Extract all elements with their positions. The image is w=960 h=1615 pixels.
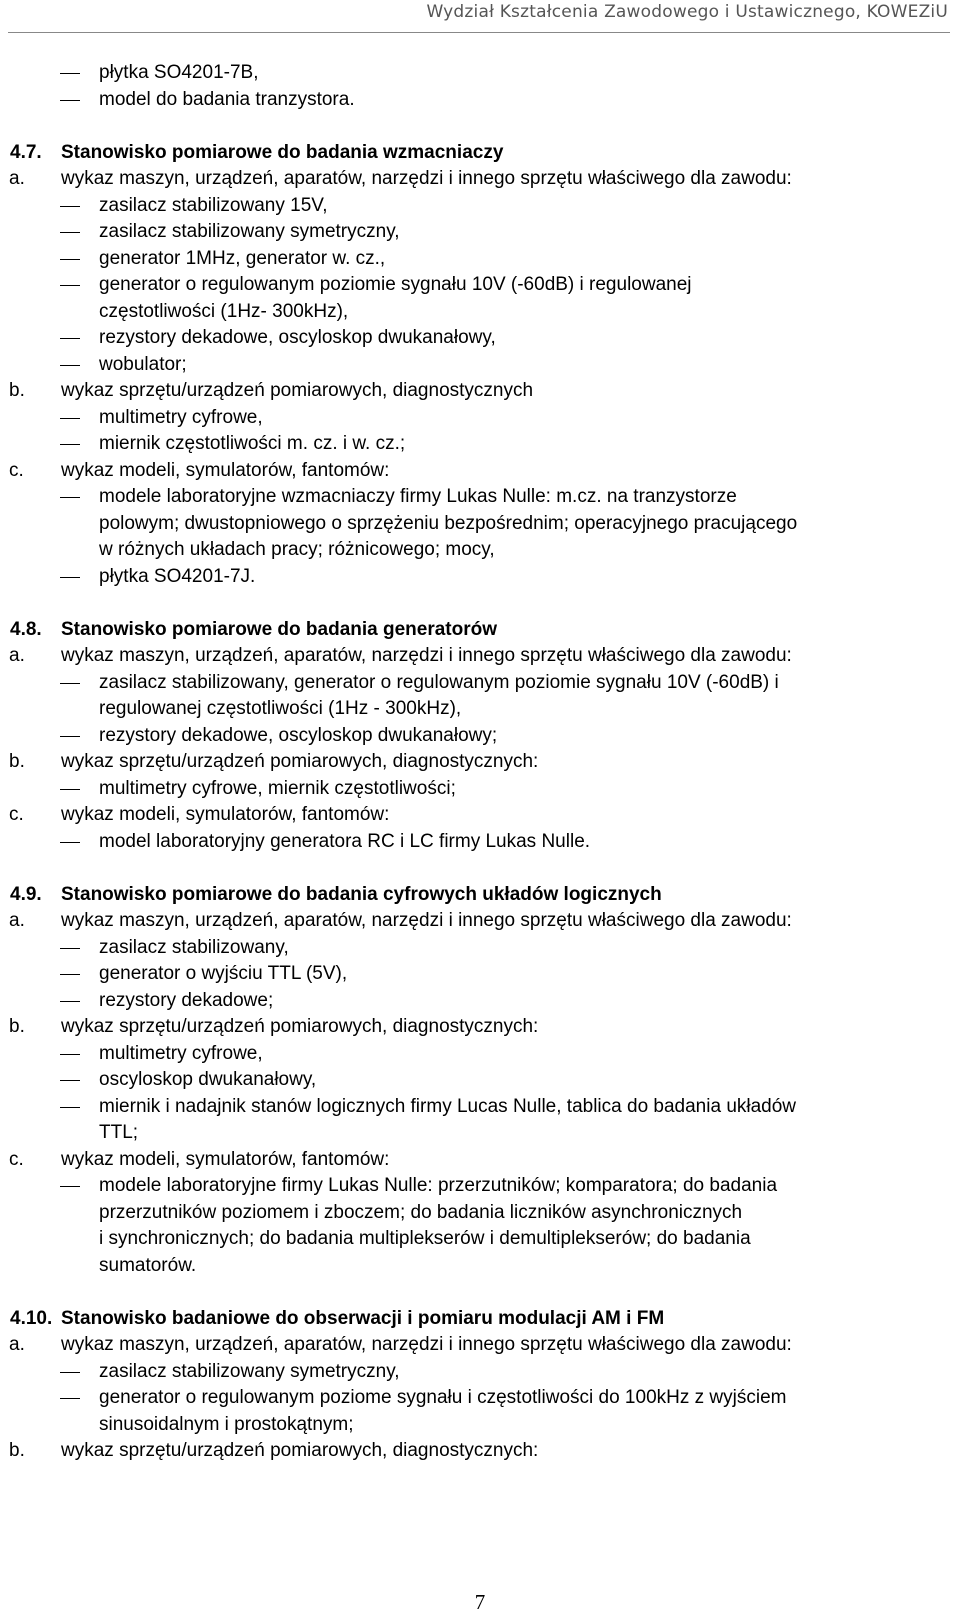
list-item-line <box>0 1067 960 1094</box>
group-letter: b. <box>9 751 25 772</box>
list-item-line <box>0 1173 960 1200</box>
group-letter: b. <box>9 1016 25 1037</box>
list-item-text: multimetry cyfrowe, <box>99 406 263 428</box>
dash-bullet-icon <box>60 736 80 737</box>
list-item-line <box>0 1226 960 1253</box>
dash-bullet-icon <box>60 1080 80 1081</box>
list-item-text: regulowanej częstotliwości (1Hz - 300kHz), <box>99 698 462 719</box>
group-letter: c. <box>9 1148 24 1170</box>
list-item-text: częstotliwości (1Hz- 300kHz), <box>99 300 349 322</box>
list-item-text: rezystory dekadowe, oscyloskop dwukanałowy; <box>99 724 498 746</box>
group-label: wykaz sprzętu/urządzeń pomiarowych, diagnostycznych: <box>61 1440 539 1461</box>
list-item-text: płytka SO4201-7B, <box>99 62 259 83</box>
list-item-line <box>0 431 960 458</box>
list-item-line <box>0 1094 960 1121</box>
dash-bullet-icon <box>60 497 80 498</box>
dash-bullet-icon <box>60 232 80 233</box>
section-heading <box>0 617 960 644</box>
list-item-line <box>0 87 960 114</box>
dash-bullet-icon <box>60 1054 80 1055</box>
list-item-line <box>0 1200 960 1227</box>
list-item-text: płytka SO4201-7J. <box>99 565 256 587</box>
section-spacer <box>0 855 960 882</box>
dash-bullet-icon <box>60 974 80 975</box>
list-item-text: zasilacz stabilizowany, generator o regulowanym poziomie sygnału 10V (-60dB) i <box>99 671 779 693</box>
group-label: wykaz sprzętu/urządzeń pomiarowych, diagnostycznych <box>61 380 534 401</box>
list-item-text: TTL; <box>99 1122 139 1143</box>
list-item-text: zasilacz stabilizowany 15V, <box>99 194 328 216</box>
list-item-text: generator 1MHz, generator w. cz., <box>99 247 386 269</box>
dash-bullet-icon <box>60 1001 80 1002</box>
group-label-line <box>0 802 960 829</box>
list-item-line <box>0 511 960 538</box>
dash-bullet-icon <box>60 285 80 286</box>
list-item-text: generator o regulowanym poziome sygnału i częstotliwości do 100kHz z wyjściem <box>99 1387 787 1408</box>
section-number: 4.9. <box>10 883 42 905</box>
dash-bullet-icon <box>60 789 80 790</box>
list-item-text: modele laboratoryjne wzmacniaczy firmy Lukas Nulle: m.cz. na tranzystorze <box>99 486 737 507</box>
group-label-line <box>0 908 960 935</box>
section-title: Stanowisko pomiarowe do badania generatorów <box>61 618 498 640</box>
list-item-text: generator o regulowanym poziomie sygnału 10V (-60dB) i regulowanej <box>99 274 692 295</box>
list-item-line <box>0 988 960 1015</box>
list-item-line <box>0 352 960 379</box>
list-item-line <box>0 723 960 750</box>
dash-bullet-icon <box>60 418 80 419</box>
group-letter: a. <box>9 168 25 189</box>
group-label: wykaz sprzętu/urządzeń pomiarowych, diagnostycznych: <box>61 751 539 772</box>
list-item-text: miernik i nadajnik stanów logicznych firmy Lucas Nulle, tablica do badania układów <box>99 1095 797 1117</box>
list-item-text: zasilacz stabilizowany symetryczny, <box>99 221 400 242</box>
list-item-line <box>0 299 960 326</box>
list-item-line <box>0 1412 960 1439</box>
list-item-text: multimetry cyfrowe, miernik częstotliwości; <box>99 777 456 799</box>
page-number: 7 <box>474 1590 486 1614</box>
section-number: 4.7. <box>10 141 42 163</box>
group-letter: a. <box>9 1334 25 1355</box>
list-item-line <box>0 325 960 352</box>
dash-bullet-icon <box>60 365 80 366</box>
section-heading <box>0 882 960 909</box>
list-item-line <box>0 670 960 697</box>
list-item-text: rezystory dekadowe, oscyloskop dwukanałowy, <box>99 327 496 348</box>
list-item-text: rezystory dekadowe; <box>99 989 274 1011</box>
group-label-line <box>0 1332 960 1359</box>
list-item-text: miernik częstotliwości m. cz. i w. cz.; <box>99 433 406 454</box>
document-body <box>0 60 960 1465</box>
list-item-text: sumatorów. <box>99 1254 197 1276</box>
dash-bullet-icon <box>60 948 80 949</box>
group-label: wykaz maszyn, urządzeń, aparatów, narzędzi i innego sprzętu właściwego dla zawodu: <box>61 168 792 189</box>
dash-bullet-icon <box>60 259 80 260</box>
group-label-line <box>0 1438 960 1465</box>
section-heading <box>0 1306 960 1333</box>
section-heading <box>0 140 960 167</box>
list-item-text: i synchronicznych; do badania multiplekserów i demultiplekserów; do badania <box>99 1228 751 1249</box>
list-item-text: przerzutników poziomem i zboczem; do badania liczników asynchronicznych <box>99 1201 743 1223</box>
group-label-line <box>0 378 960 405</box>
dash-bullet-icon <box>60 444 80 445</box>
group-letter: b. <box>9 380 25 401</box>
header-rule <box>8 32 950 33</box>
group-letter: c. <box>9 804 24 825</box>
list-item-text: zasilacz stabilizowany, <box>99 936 289 958</box>
list-item-text: w różnych układach pracy; różnicowego; mocy, <box>99 539 495 560</box>
section-title: Stanowisko pomiarowe do badania wzmacniaczy <box>61 141 504 163</box>
group-label-line <box>0 643 960 670</box>
dash-bullet-icon <box>60 1398 80 1399</box>
list-item-line <box>0 60 960 87</box>
section-number: 4.10. <box>10 1307 53 1329</box>
list-item-text: model do badania tranzystora. <box>99 88 355 110</box>
group-label-line <box>0 166 960 193</box>
section-title: Stanowisko pomiarowe do badania cyfrowych układów logicznych <box>61 883 662 905</box>
list-item-line <box>0 935 960 962</box>
list-item-line <box>0 776 960 803</box>
list-item-line <box>0 1385 960 1412</box>
list-item-line <box>0 1120 960 1147</box>
group-label: wykaz maszyn, urządzeń, aparatów, narzędzi i innego sprzętu właściwego dla zawodu: <box>61 645 792 666</box>
dash-bullet-icon <box>60 1107 80 1108</box>
list-item-line <box>0 1041 960 1068</box>
list-item-text: model laboratoryjny generatora RC i LC firmy Lukas Nulle. <box>99 830 591 852</box>
list-item-text: oscyloskop dwukanałowy, <box>99 1069 317 1090</box>
section-title: Stanowisko badaniowe do obserwacji i pomiaru modulacji AM i FM <box>61 1307 665 1329</box>
dash-bullet-icon <box>60 206 80 207</box>
section-spacer <box>0 1279 960 1306</box>
group-letter: a. <box>9 645 25 666</box>
list-item-text: multimetry cyfrowe, <box>99 1042 263 1064</box>
list-item-text: zasilacz stabilizowany symetryczny, <box>99 1360 400 1382</box>
dash-bullet-icon <box>60 1372 80 1373</box>
group-letter: b. <box>9 1440 25 1461</box>
group-letter: a. <box>9 910 25 931</box>
group-label-line <box>0 749 960 776</box>
list-item-line <box>0 829 960 856</box>
group-label: wykaz sprzętu/urządzeń pomiarowych, diagnostycznych: <box>61 1016 539 1037</box>
group-label-line <box>0 1014 960 1041</box>
dash-bullet-icon <box>60 577 80 578</box>
list-item-text: generator o wyjściu TTL (5V), <box>99 963 348 984</box>
group-label: wykaz modeli, symulatorów, fantomów: <box>61 804 390 825</box>
dash-bullet-icon <box>60 338 80 339</box>
list-item-line <box>0 484 960 511</box>
list-item-line <box>0 564 960 591</box>
list-item-text: sinusoidalnym i prostokątnym; <box>99 1413 354 1435</box>
list-item-line <box>0 961 960 988</box>
group-label-line <box>0 1147 960 1174</box>
group-label: wykaz modeli, symulatorów, fantomów: <box>61 459 390 481</box>
group-label: wykaz maszyn, urządzeń, aparatów, narzędzi i innego sprzętu właściwego dla zawodu: <box>61 1334 792 1355</box>
dash-bullet-icon <box>60 73 80 74</box>
group-label: wykaz maszyn, urządzeń, aparatów, narzędzi i innego sprzętu właściwego dla zawodu: <box>61 910 792 931</box>
list-item-line <box>0 405 960 432</box>
group-letter: c. <box>9 459 24 481</box>
list-item-line <box>0 219 960 246</box>
group-label-line <box>0 458 960 485</box>
list-item-text: modele laboratoryjne firmy Lukas Nulle: przerzutników; komparatora; do badania <box>99 1175 778 1196</box>
list-item-line <box>0 1253 960 1280</box>
dash-bullet-icon <box>60 100 80 101</box>
list-item-line <box>0 246 960 273</box>
dash-bullet-icon <box>60 842 80 843</box>
running-header: Wydział Kształcenia Zawodowego i Ustawicznego, KOWEZiU <box>426 2 948 22</box>
list-item-line <box>0 1359 960 1386</box>
list-item-line <box>0 696 960 723</box>
list-item-line <box>0 272 960 299</box>
list-item-line <box>0 537 960 564</box>
dash-bullet-icon <box>60 683 80 684</box>
list-item-text: polowym; dwustopniowego o sprzężeniu bezpośrednim; operacyjnego pracującego <box>99 512 798 534</box>
section-spacer <box>0 113 960 140</box>
section-spacer <box>0 590 960 617</box>
group-label: wykaz modeli, symulatorów, fantomów: <box>61 1148 390 1170</box>
list-item-line <box>0 193 960 220</box>
list-item-text: wobulator; <box>99 353 187 375</box>
dash-bullet-icon <box>60 1186 80 1187</box>
section-number: 4.8. <box>10 618 42 640</box>
